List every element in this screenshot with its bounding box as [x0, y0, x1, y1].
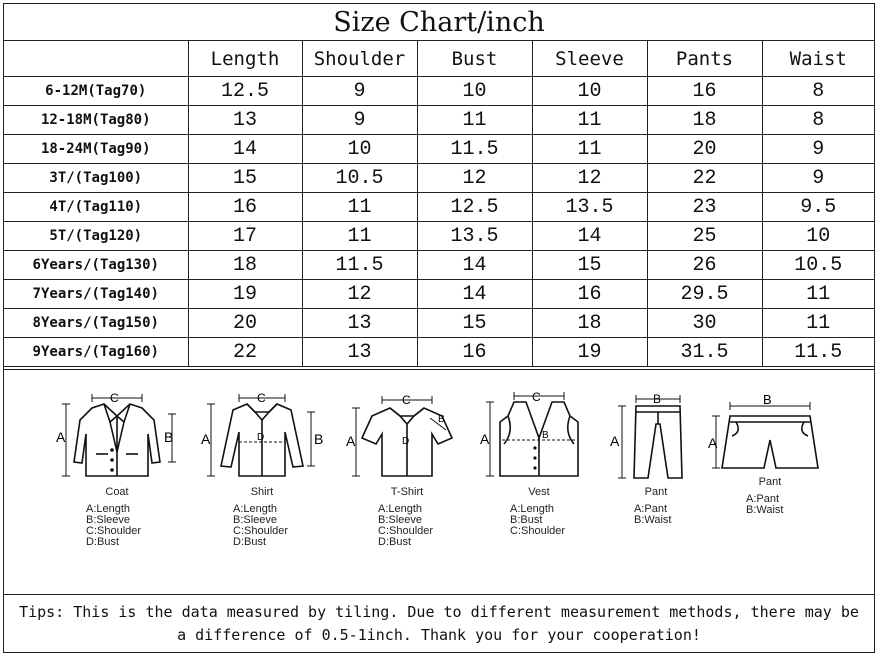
coat-icon — [52, 392, 182, 484]
cell-waist: 9 — [762, 164, 874, 193]
shirt-icon — [197, 392, 327, 484]
garment-legend: A:Length B:Sleeve C:Shoulder D:Bust — [378, 503, 434, 548]
size-label: 7Years/(Tag140) — [4, 280, 188, 309]
cell-pants: 18 — [647, 106, 762, 135]
header-pants: Pants — [647, 41, 762, 77]
table-row — [4, 222, 874, 251]
cell-sleeve: 12 — [532, 164, 647, 193]
cell-length: 17 — [188, 222, 302, 251]
garment-coat — [52, 392, 182, 548]
cell-pants: 16 — [647, 77, 762, 106]
svg-text:B: B — [763, 392, 772, 407]
svg-text:B: B — [164, 429, 174, 445]
cell-sleeve: 19 — [532, 338, 647, 367]
garment-legend: A:Length B:Bust C:Shoulder — [510, 503, 566, 537]
cell-length: 15 — [188, 164, 302, 193]
svg-text:C: C — [257, 391, 266, 405]
cell-pants: 26 — [647, 251, 762, 280]
cell-pants: 22 — [647, 164, 762, 193]
svg-text:A: A — [708, 435, 718, 451]
cell-waist: 9.5 — [762, 193, 874, 222]
svg-text:B: B — [542, 430, 549, 441]
cell-pants: 20 — [647, 135, 762, 164]
svg-text:B: B — [653, 392, 662, 406]
cell-waist: 11 — [762, 280, 874, 309]
svg-text:C: C — [402, 393, 411, 407]
svg-text:A: A — [201, 431, 211, 447]
cell-pants: 25 — [647, 222, 762, 251]
table-row — [4, 135, 874, 164]
cell-shoulder: 9 — [302, 106, 417, 135]
cell-shoulder: 10 — [302, 135, 417, 164]
header-waist: Waist — [762, 41, 874, 77]
header-shoulder: Shoulder — [302, 41, 417, 77]
garment-legend: A:Length B:Sleeve C:Shoulder D:Bust — [233, 503, 289, 548]
garment-shorts — [710, 392, 830, 516]
cell-bust: 12 — [417, 164, 532, 193]
table-row — [4, 251, 874, 280]
svg-text:B: B — [314, 431, 324, 447]
garment-legend: A:Pant B:Waist — [746, 493, 784, 516]
cell-waist: 10.5 — [762, 251, 874, 280]
cell-length: 16 — [188, 193, 302, 222]
size-label: 9Years/(Tag160) — [4, 338, 188, 367]
cell-bust: 13.5 — [417, 222, 532, 251]
cell-waist: 11.5 — [762, 338, 874, 367]
svg-text:D: D — [257, 432, 265, 443]
header-length: Length — [188, 41, 302, 77]
cell-bust: 11 — [417, 106, 532, 135]
cell-bust: 11.5 — [417, 135, 532, 164]
garment-name: Pant — [644, 486, 668, 498]
cell-waist: 11 — [762, 309, 874, 338]
cell-shoulder: 11.5 — [302, 251, 417, 280]
size-label: 8Years/(Tag150) — [4, 309, 188, 338]
cell-pants: 23 — [647, 193, 762, 222]
cell-shoulder: 11 — [302, 222, 417, 251]
size-chart-sheet — [3, 3, 875, 653]
size-label: 6Years/(Tag130) — [4, 251, 188, 280]
cell-shoulder: 12 — [302, 280, 417, 309]
cell-waist: 10 — [762, 222, 874, 251]
cell-shoulder: 13 — [302, 338, 417, 367]
cell-sleeve: 18 — [532, 309, 647, 338]
table-row — [4, 280, 874, 309]
shorts-icon — [710, 392, 830, 474]
header-bust: Bust — [417, 41, 532, 77]
garment-name: T-Shirt — [390, 486, 424, 498]
garment-name: Vest — [528, 486, 550, 498]
svg-text:B: B — [438, 414, 445, 425]
cell-pants: 31.5 — [647, 338, 762, 367]
tips-note: Tips: This is the data measured by tiling. Due to different measurement methods, there may be a difference of 0.5-1inch. Thank you for your cooperation! — [19, 603, 859, 644]
table-row — [4, 106, 874, 135]
garment-legend: A:Pant B:Waist — [634, 503, 672, 526]
garment-vest — [474, 392, 604, 537]
cell-bust: 14 — [417, 251, 532, 280]
cell-sleeve: 11 — [532, 106, 647, 135]
cell-waist: 9 — [762, 135, 874, 164]
svg-text:C: C — [532, 390, 541, 404]
header-sleeve: Sleeve — [532, 41, 647, 77]
garment-pant — [604, 392, 708, 526]
svg-text:A: A — [346, 433, 356, 449]
cell-bust: 12.5 — [417, 193, 532, 222]
garment-name: Shirt — [250, 486, 274, 498]
table-row — [4, 338, 874, 367]
cell-shoulder: 13 — [302, 309, 417, 338]
table-row — [4, 77, 874, 106]
cell-length: 13 — [188, 106, 302, 135]
cell-shoulder: 10.5 — [302, 164, 417, 193]
cell-length: 18 — [188, 251, 302, 280]
vest-icon — [474, 392, 604, 484]
cell-waist: 8 — [762, 106, 874, 135]
size-label: 3T/(Tag100) — [4, 164, 188, 193]
cell-bust: 16 — [417, 338, 532, 367]
cell-sleeve: 16 — [532, 280, 647, 309]
cell-sleeve: 11 — [532, 135, 647, 164]
cell-bust: 14 — [417, 280, 532, 309]
table-header-row — [4, 41, 874, 77]
cell-length: 20 — [188, 309, 302, 338]
svg-text:A: A — [480, 431, 490, 447]
cell-bust: 15 — [417, 309, 532, 338]
size-label: 4T/(Tag110) — [4, 193, 188, 222]
garment-name: Pant — [758, 476, 782, 488]
size-label: 6-12M(Tag70) — [4, 77, 188, 106]
cell-shoulder: 9 — [302, 77, 417, 106]
cell-length: 14 — [188, 135, 302, 164]
cell-sleeve: 15 — [532, 251, 647, 280]
garment-name: Coat — [105, 486, 129, 498]
garment-diagrams — [4, 369, 874, 595]
size-label: 5T/(Tag120) — [4, 222, 188, 251]
header-size — [4, 41, 188, 77]
cell-waist: 8 — [762, 77, 874, 106]
pant-icon — [604, 392, 708, 484]
svg-text:A: A — [56, 429, 66, 445]
cell-sleeve: 13.5 — [532, 193, 647, 222]
t-shirt-icon — [342, 392, 472, 484]
garment-t-shirt — [342, 392, 472, 548]
cell-pants: 30 — [647, 309, 762, 338]
size-table — [4, 40, 874, 367]
svg-text:D: D — [402, 436, 410, 447]
cell-length: 19 — [188, 280, 302, 309]
table-row — [4, 309, 874, 338]
cell-length: 22 — [188, 338, 302, 367]
size-label: 18-24M(Tag90) — [4, 135, 188, 164]
cell-bust: 10 — [417, 77, 532, 106]
cell-sleeve: 14 — [532, 222, 647, 251]
cell-pants: 29.5 — [647, 280, 762, 309]
size-label: 12-18M(Tag80) — [4, 106, 188, 135]
garment-shirt — [197, 392, 327, 548]
svg-text:C: C — [110, 391, 119, 405]
cell-sleeve: 10 — [532, 77, 647, 106]
garment-legend: A:Length B:Sleeve C:Shoulder D:Bust — [86, 503, 142, 548]
table-row — [4, 164, 874, 193]
svg-text:A: A — [610, 433, 620, 449]
chart-title: Size Chart/inch — [4, 4, 874, 41]
table-row — [4, 193, 874, 222]
cell-length: 12.5 — [188, 77, 302, 106]
cell-shoulder: 11 — [302, 193, 417, 222]
